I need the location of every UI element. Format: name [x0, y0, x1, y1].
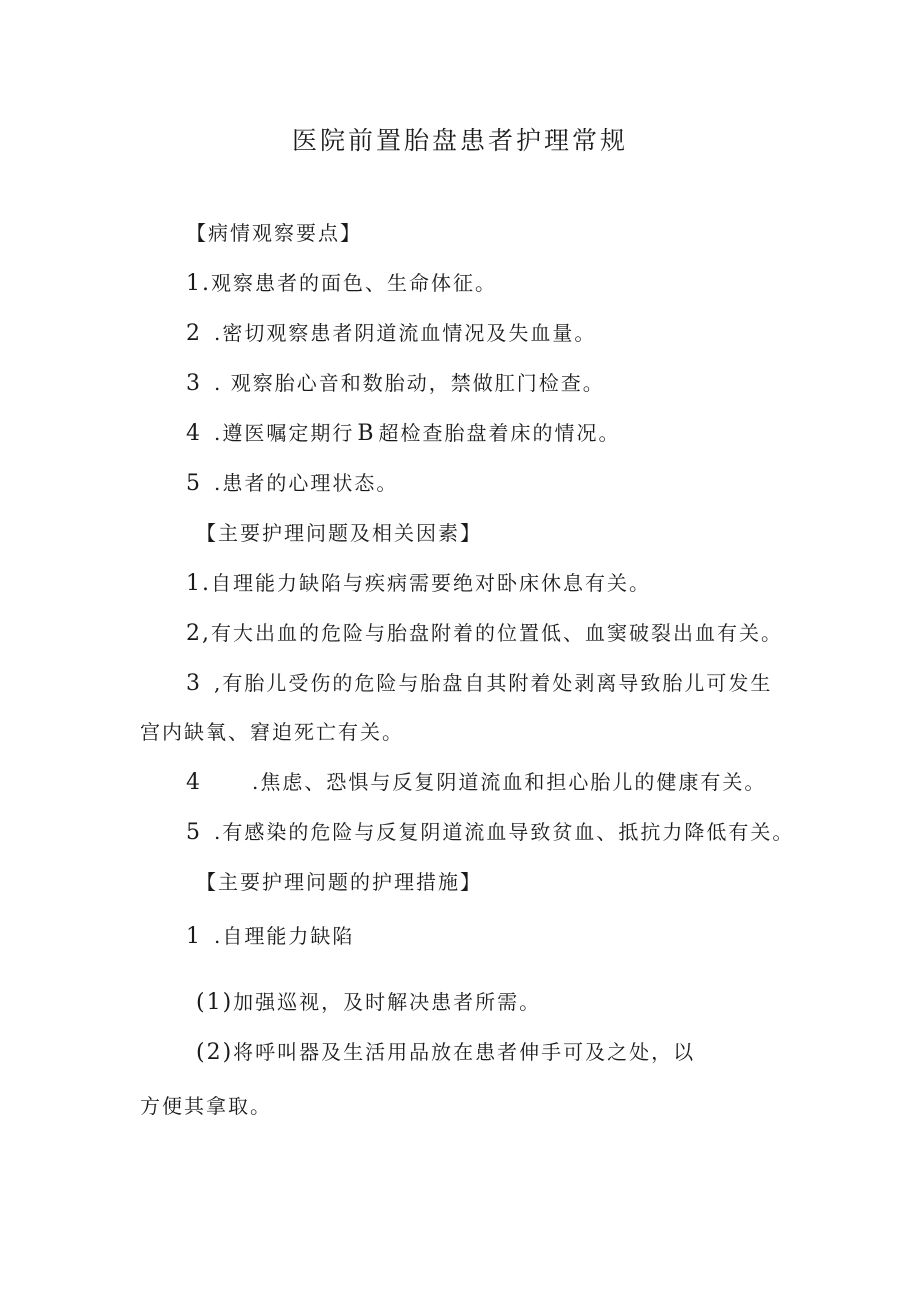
section-heading-problems: 【主要护理问题及相关因素】 [196, 521, 482, 545]
list-item [186, 421, 621, 446]
list-item [196, 990, 541, 1015]
list-item [186, 621, 783, 646]
item-text: 将呼叫器及生活用品放在患者伸手可及之处，以 [233, 1040, 696, 1064]
item-text: 加强巡视，及时解决患者所需。 [233, 990, 542, 1014]
subheading [186, 924, 354, 949]
list-item [186, 571, 651, 596]
item-number: 2 [186, 321, 202, 346]
item-text: .遵医嘱定期行 [214, 421, 355, 445]
list-item-continuation: 宫内缺氧、窘迫死亡有关。 [140, 720, 404, 744]
item-number: 3 [186, 371, 202, 396]
item-number: 3 [186, 671, 202, 696]
section-heading-measures: 【主要护理问题的护理措施】 [196, 870, 482, 894]
item-text: ,有胎儿受伤的危险与胎盘自其附着处剥离导致胎儿可发生 [214, 671, 773, 695]
section-heading-observation: 【病情观察要点】 [186, 221, 362, 245]
list-item [186, 770, 766, 795]
item-text: .有感染的危险与反复阴道流血导致贫血、抵抗力降低有关。 [214, 820, 795, 844]
item-text: .自理能力缺陷 [214, 924, 355, 948]
item-text: 观察患者的面色、生命体征。 [211, 271, 497, 295]
item-number: 1. [186, 571, 211, 596]
item-text: .患者的心理状态。 [214, 471, 399, 495]
list-item-continuation: 方便其拿取。 [140, 1094, 272, 1118]
list-item [186, 471, 398, 496]
list-item [186, 820, 794, 845]
item-text: .焦虑、恐惧与反复阴道流血和担心胎儿的健康有关。 [252, 770, 767, 794]
item-number: 5 [186, 471, 202, 496]
item-text-latin: B [357, 421, 376, 446]
item-number: 4 [186, 770, 202, 795]
list-item [196, 1040, 695, 1065]
item-text: .密切观察患者阴道流血情况及失血量。 [214, 321, 597, 345]
item-number: 2, [186, 621, 211, 646]
list-item [186, 321, 596, 346]
item-number: (1) [196, 990, 234, 1015]
list-item [186, 671, 772, 696]
item-number: 1 [186, 924, 202, 949]
item-text: 超检查胎盘着床的情况。 [378, 421, 621, 445]
item-number: 1. [186, 271, 211, 296]
item-number: (2) [196, 1040, 234, 1065]
list-item [186, 371, 605, 396]
list-item [186, 271, 497, 296]
item-text: 自理能力缺陷与疾病需要绝对卧床休息有关。 [211, 571, 651, 595]
item-number: 5 [186, 820, 202, 845]
item-text: . 观察胎心音和数胎动，禁做肛门检查。 [214, 371, 605, 395]
page-title: 医院前置胎盘患者护理常规 [291, 126, 628, 155]
item-text: 有大出血的危险与胎盘附着的位置低、血窦破裂出血有关。 [211, 621, 783, 645]
item-number: 4 [186, 421, 202, 446]
